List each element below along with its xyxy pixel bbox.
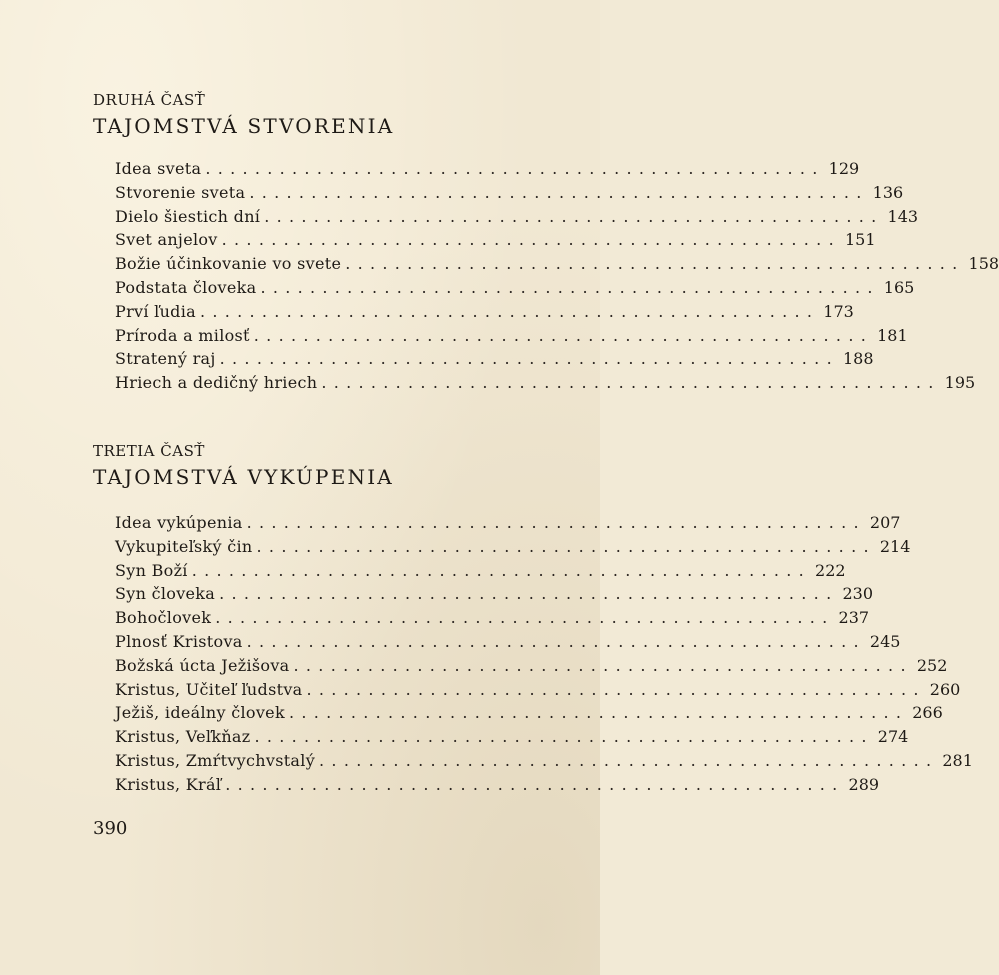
toc-entry-title: Kristus, Učiteľ ľudstva [115, 679, 303, 699]
toc-entry-title: Idea sveta [115, 159, 202, 178]
toc-entry-title: Prví ľudia [115, 301, 196, 321]
toc-entry-title: Podstata človeka [115, 277, 257, 297]
dot-leader: .................................................. [321, 373, 941, 393]
toc-entry [115, 608, 870, 632]
toc-entry [115, 631, 901, 656]
dot-leader: .................................................. [215, 608, 835, 628]
toc-entry-title: Príroda a milosť [115, 325, 250, 345]
toc-entry-page: 195 [944, 373, 976, 393]
toc-entry-page: 266 [912, 703, 943, 723]
part-label: TRETIA ČASŤ [93, 442, 205, 460]
toc-entry-page: 151 [844, 230, 876, 250]
dot-leader: .................................................. [225, 774, 845, 794]
toc-entry-page: 281 [942, 750, 973, 770]
dot-leader: .................................................. [246, 513, 866, 532]
toc-entry-title: Božská úcta Ježišova [115, 655, 290, 675]
dot-leader: .................................................. [199, 301, 820, 321]
toc-entry-title: Idea vykúpenia [115, 513, 243, 532]
dot-leader: .................................................. [205, 159, 825, 178]
dot-leader: .................................................. [249, 182, 869, 202]
toc-entry [115, 727, 909, 751]
toc-entry-title: Kristus, Kráľ [115, 774, 222, 794]
toc-entry-page: 165 [883, 277, 915, 297]
toc-entry-title: Stvorenie sveta [115, 182, 246, 202]
toc-entry-page: 289 [848, 774, 880, 794]
toc-entry-title: Svet anjelov [115, 230, 218, 250]
toc-entry-title: Stratený raj [115, 349, 216, 369]
toc-entry [115, 560, 846, 585]
toc-entry [115, 513, 901, 537]
dot-leader: .................................................. [319, 750, 939, 770]
toc-entry-title: Kristus, Zmŕtvychvstalý [115, 750, 316, 770]
page-number: 390 [93, 818, 128, 839]
toc-entry [115, 655, 948, 680]
toc-entry [115, 230, 876, 254]
toc-entry-page: 230 [842, 584, 873, 604]
toc-entry-title: Syn človeka [115, 584, 216, 604]
toc-entry [115, 774, 880, 799]
toc-entry-title: Bohočlovek [115, 608, 212, 628]
toc-entry-title: Ježiš, ideálny človek [115, 703, 285, 723]
toc-entry-page: 181 [877, 325, 908, 345]
toc-entry [115, 159, 860, 183]
dot-leader: .................................................. [254, 727, 874, 747]
toc-entry-page: 136 [872, 182, 904, 202]
dot-leader: .................................................. [253, 325, 874, 345]
toc-entry-page: 245 [869, 631, 901, 651]
toc-entry-page: 188 [842, 349, 874, 369]
dot-leader: .................................................. [288, 703, 909, 723]
dot-leader: .................................................. [191, 560, 812, 580]
toc-entry [115, 584, 873, 608]
toc-entry-page: 237 [838, 608, 870, 628]
toc-entry [115, 349, 874, 373]
toc-entry [115, 277, 915, 302]
toc-entry-title: Božie účinkovanie vo svete [115, 254, 342, 274]
dot-leader: .................................................. [246, 631, 866, 651]
part-label: DRUHÁ ČASŤ [93, 91, 206, 109]
dot-leader: .................................................. [293, 655, 913, 675]
part-title: TAJOMSTVÁ STVORENIA [93, 114, 395, 138]
toc-entry [115, 182, 904, 207]
toc-entry-page: 252 [916, 655, 948, 675]
dot-leader: .................................................. [219, 349, 839, 369]
table-of-contents-part-2 [115, 159, 999, 397]
toc-entry-title: Plnosť Kristova [115, 631, 243, 651]
dot-leader: .................................................. [221, 230, 841, 250]
toc-entry [115, 373, 976, 397]
toc-entry [115, 206, 919, 231]
toc-entry-page: 143 [887, 206, 919, 226]
dot-leader: .................................................. [219, 584, 839, 604]
part-title: TAJOMSTVÁ VYKÚPENIA [93, 465, 394, 489]
toc-entry-title: Hriech a dedičný hriech [115, 373, 318, 393]
toc-entry-page: 274 [877, 727, 909, 747]
dot-leader: .................................................. [306, 679, 926, 699]
dot-leader: .................................................. [256, 536, 876, 556]
toc-entry [115, 750, 973, 775]
toc-entry-page: 173 [823, 301, 854, 321]
toc-entry-page: 260 [929, 679, 961, 699]
toc-entry-page: 207 [869, 513, 901, 532]
toc-entry [115, 325, 908, 350]
toc-entry-page: 129 [828, 159, 860, 178]
dot-leader: .................................................. [345, 254, 965, 274]
toc-entry [115, 536, 911, 561]
table-of-contents-part-3 [115, 513, 973, 799]
toc-entry-title: Syn Boží [115, 560, 188, 580]
dot-leader: .................................................. [264, 206, 884, 226]
dot-leader: .................................................. [260, 277, 880, 297]
toc-entry-page: 222 [815, 560, 846, 580]
toc-entry [115, 301, 854, 326]
toc-entry-title: Dielo šiestich dní [115, 206, 261, 226]
toc-entry [115, 254, 999, 278]
toc-entry [115, 703, 943, 727]
toc-entry-page: 214 [879, 536, 911, 556]
toc-entry-title: Vykupiteľský čin [115, 536, 253, 556]
toc-entry [115, 679, 961, 704]
toc-entry-page: 158 [968, 254, 999, 274]
toc-entry-title: Kristus, Veľkňaz [115, 727, 251, 747]
